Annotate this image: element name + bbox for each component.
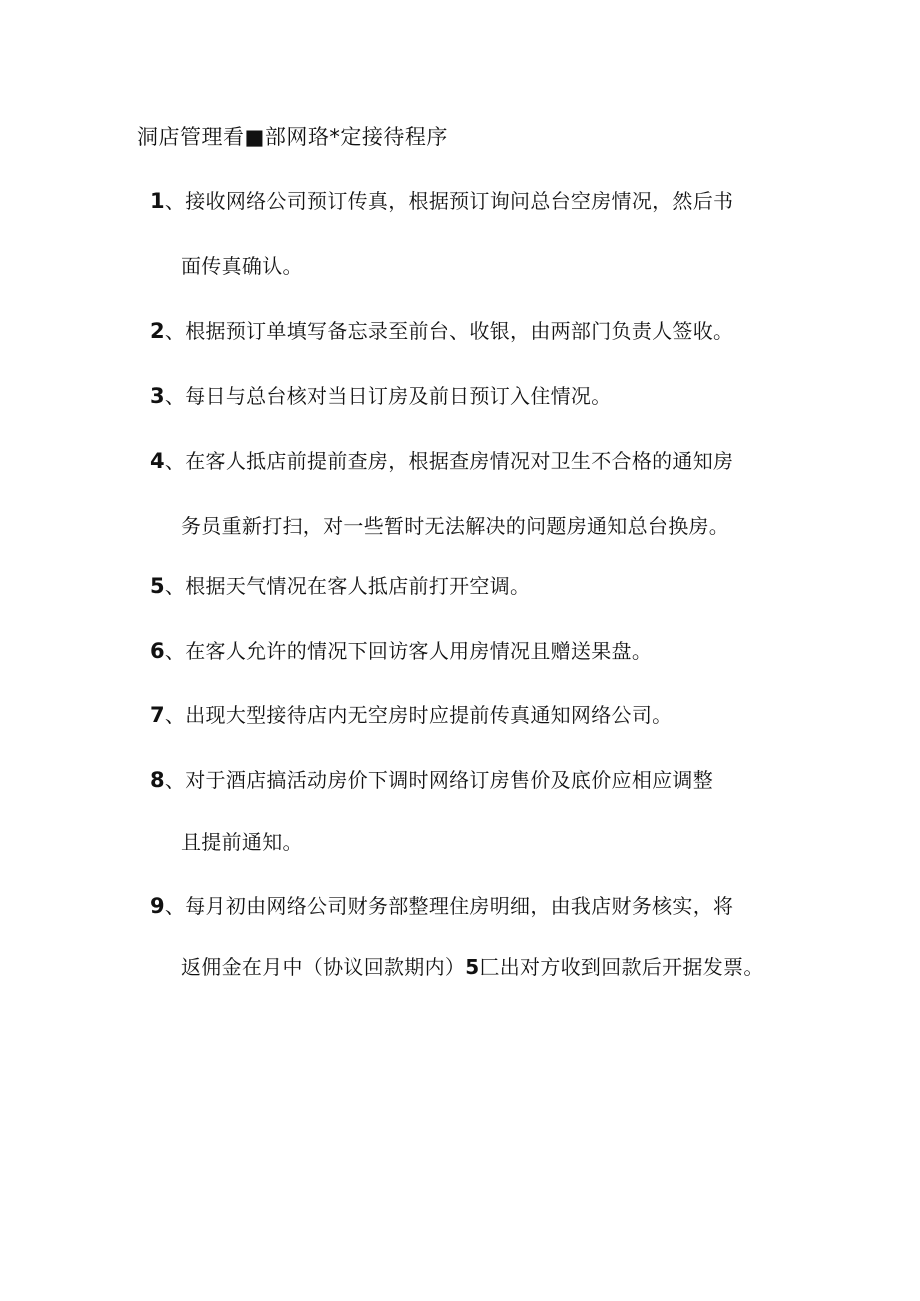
list-item-6: [150, 636, 652, 666]
item-number: 2: [150, 319, 165, 343]
item-separator: 、: [164, 639, 186, 663]
list-item-5: [150, 571, 530, 601]
list-item-2: [150, 316, 733, 346]
item-text: 对于酒店搞活动房价下调时网络订房售价及底价应相应调整: [185, 768, 714, 792]
list-item-7: [150, 700, 672, 730]
item-number: 1: [150, 189, 165, 213]
item-text-part-a: 返佣金在月中（协议回款期内）: [181, 955, 466, 979]
list-item-1: [150, 186, 733, 216]
list-item-9-continuation: [181, 952, 764, 982]
list-item-4-continuation: 务员重新打扫，对一些暂时无法解决的问题房通知总台换房。: [181, 514, 730, 538]
item-number: 3: [150, 384, 165, 408]
item-number: 6: [150, 639, 165, 663]
item-number: 4: [150, 449, 165, 473]
item-text: 在客人抵店前提前查房，根据查房情况对卫生不合格的通知房: [185, 449, 734, 473]
list-item-8: [150, 765, 713, 795]
item-number: 9: [150, 894, 165, 918]
item-inline-number: 5: [465, 955, 480, 979]
item-text: 接收网络公司预订传真，根据预订询问总台空房情况，然后书: [185, 189, 734, 213]
item-text-part-b: 匚出对方收到回款后开据发票。: [479, 955, 764, 979]
list-item-9: [150, 891, 733, 921]
item-separator: 、: [164, 768, 186, 792]
item-separator: 、: [164, 319, 186, 343]
item-text: 出现大型接待店内无空房时应提前传真通知网络公司。: [185, 703, 673, 727]
list-item-8-continuation: 且提前通知。: [181, 830, 303, 854]
item-separator: 、: [164, 574, 186, 598]
item-separator: 、: [164, 384, 186, 408]
item-text: 在客人允许的情况下回访客人用房情况且赠送果盘。: [185, 639, 653, 663]
list-item-3: [150, 381, 612, 411]
item-separator: 、: [164, 449, 186, 473]
item-separator: 、: [164, 894, 186, 918]
item-text: 根据天气情况在客人抵店前打开空调。: [185, 574, 531, 598]
item-number: 8: [150, 768, 165, 792]
item-number: 7: [150, 703, 165, 727]
item-text: 每月初由网络公司财务部整理住房明细，由我店财务核实，将: [185, 894, 734, 918]
item-text: 根据预订单填写备忘录至前台、收银，由两部门负责人签收。: [185, 319, 734, 343]
item-separator: 、: [164, 703, 186, 727]
list-item-1-continuation: 面传真确认。: [181, 254, 303, 278]
document-title: 洞店管理看■部网珞*定接待程序: [137, 125, 448, 149]
item-text: 每日与总台核对当日订房及前日预订入住情况。: [185, 384, 612, 408]
item-number: 5: [150, 574, 165, 598]
item-separator: 、: [164, 189, 186, 213]
list-item-4: [150, 446, 733, 476]
